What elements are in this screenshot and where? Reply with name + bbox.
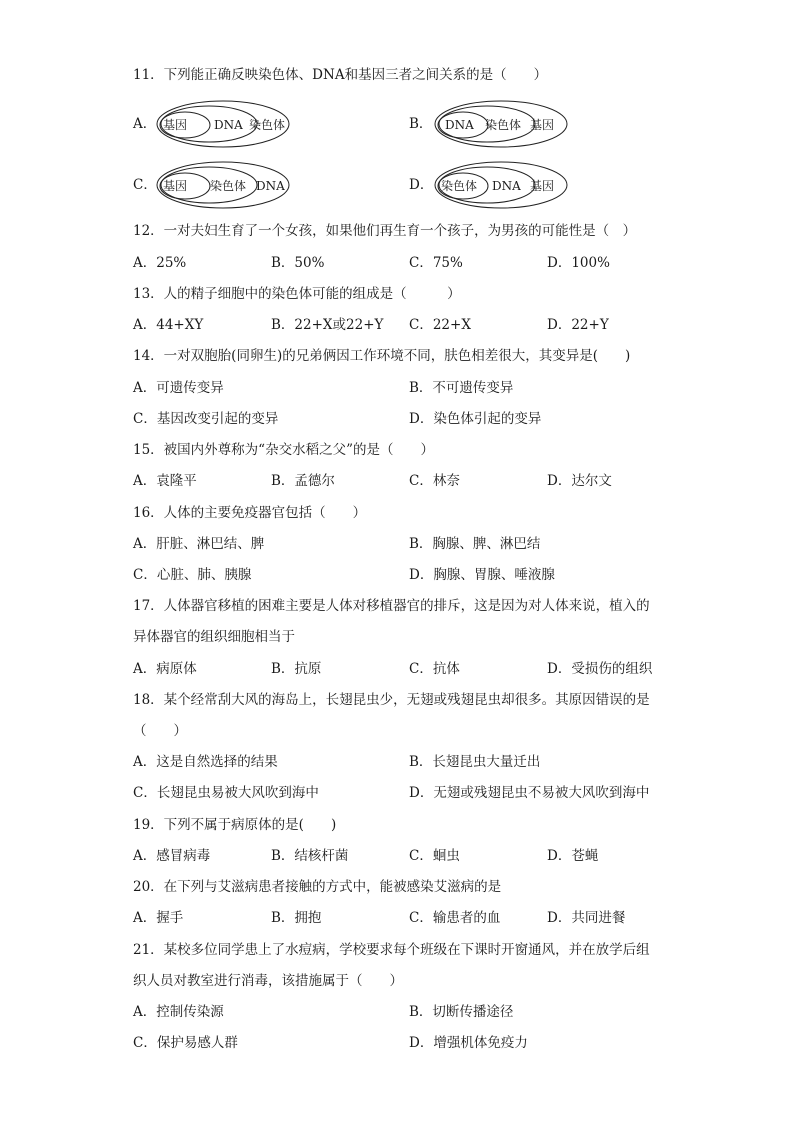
q11-option-d-letter: D． (409, 177, 434, 193)
q11-b-middle: 染色体 (485, 118, 522, 132)
q11-venn-a (155, 98, 295, 150)
q14-option-b: B．不可遗传变异 (409, 380, 514, 396)
question-18-stem-cont: （ ） (133, 723, 187, 739)
q17-option-b: B．抗原 (271, 661, 322, 677)
q16-option-b: B．胸腺、脾、淋巴结 (409, 536, 541, 552)
q12-option-b: B．50% (271, 255, 325, 271)
q13-option-d: D．22+Y (547, 317, 609, 333)
q20-option-a: A．握手 (133, 910, 184, 926)
q19-option-d: D．苍蝇 (547, 848, 599, 864)
q11-c-middle: 染色体 (210, 179, 247, 193)
q20-option-b: B．拥抱 (271, 910, 322, 926)
q18-option-b: B．长翅昆虫大量迁出 (409, 754, 541, 770)
q15-option-d: D．达尔文 (547, 473, 612, 489)
question-12-stem: 12．一对夫妇生育了一个女孩，如果他们再生育一个孩子，为男孩的可能性是（ ） (133, 223, 637, 239)
q13-option-b: B．22+X或22+Y (271, 317, 384, 333)
q13-option-a: A．44+XY (133, 317, 204, 333)
question-14-stem: 14．一对双胞胎(同卵生)的兄弟俩因工作环境不同，肤色相差很大，其变异是( ) (133, 348, 631, 364)
q17-option-c: C．抗体 (409, 661, 460, 677)
question-11-stem: 11．下列能正确反映染色体、DNA和基因三者之间关系的是（ ） (133, 67, 548, 83)
q16-option-c: C．心脏、肺、胰腺 (133, 567, 252, 583)
q11-c-inner: 基因 (163, 179, 188, 193)
q18-option-d: D．无翅或残翅昆虫不易被大风吹到海中 (409, 785, 650, 801)
q11-a-outer: 染色体 (249, 118, 286, 132)
q12-option-a: A．25% (133, 255, 187, 271)
q11-venn-c (155, 159, 295, 211)
q11-option-a-letter: A． (133, 116, 157, 132)
q18-option-a: A．这是自然选择的结果 (133, 754, 278, 770)
q11-option-b-letter: B． (409, 116, 433, 132)
q20-option-c: C．输患者的血 (409, 910, 501, 926)
q11-a-inner: 基因 (163, 118, 188, 132)
q19-option-c: C．蛔虫 (409, 848, 460, 864)
q11-b-outer: 基因 (530, 118, 555, 132)
question-17-stem-cont: 异体器官的组织细胞相当于 (133, 629, 295, 645)
q21-option-d: D．增强机体免疫力 (409, 1035, 528, 1051)
q17-option-a: A．病原体 (133, 661, 197, 677)
question-13-stem: 13．人的精子细胞中的染色体可能的组成是（ ） (133, 286, 461, 302)
q12-option-c: C．75% (409, 255, 463, 271)
q16-option-d: D．胸腺、胃腺、唾液腺 (409, 567, 555, 583)
q11-b-inner: DNA (445, 118, 474, 132)
q11-a-middle: DNA (214, 118, 243, 132)
q11-c-outer: DNA (256, 179, 285, 193)
q14-option-c: C．基因改变引起的变异 (133, 411, 279, 427)
q14-option-d: D．染色体引起的变异 (409, 411, 542, 427)
q19-option-a: A．感冒病毒 (133, 848, 211, 864)
q11-option-c-letter: C． (133, 177, 157, 193)
q21-option-c: C．保护易感人群 (133, 1035, 238, 1051)
q11-d-outer: 基因 (530, 179, 555, 193)
q17-option-d: D．受损伤的组织 (547, 661, 653, 677)
q21-option-a: A．控制传染源 (133, 1004, 224, 1020)
q19-option-b: B．结核杆菌 (271, 848, 349, 864)
question-16-stem: 16．人体的主要免疫器官包括（ ） (133, 505, 367, 521)
q15-option-b: B．孟德尔 (271, 473, 335, 489)
q13-option-c: C．22+X (409, 317, 471, 333)
q14-option-a: A．可遗传变异 (133, 380, 224, 396)
question-15-stem: 15．被国内外尊称为“杂交水稻之父”的是（ ） (133, 442, 434, 458)
q18-option-c: C．长翅昆虫易被大风吹到海中 (133, 785, 319, 801)
q15-option-c: C．林奈 (409, 473, 460, 489)
q12-option-d: D．100% (547, 255, 610, 271)
q11-d-middle: DNA (492, 179, 521, 193)
question-19-stem: 19．下列不属于病原体的是( ) (133, 817, 337, 833)
q15-option-a: A．袁隆平 (133, 473, 197, 489)
q16-option-a: A．肝脏、淋巴结、脾 (133, 536, 265, 552)
q11-venn-b (433, 98, 573, 150)
q20-option-d: D．共同进餐 (547, 910, 626, 926)
question-17-stem: 17．人体器官移植的困难主要是人体对移植器官的排斥，这是因为对人体来说，植入的 (133, 598, 650, 614)
q11-d-inner: 染色体 (441, 179, 478, 193)
question-21-stem: 21．某校多位同学患上了水痘病，学校要求每个班级在下课时开窗通风，并在放学后组 (133, 942, 650, 958)
q21-option-b: B．切断传播途径 (409, 1004, 514, 1020)
question-18-stem: 18．某个经常刮大风的海岛上，长翅昆虫少，无翅或残翅昆虫却很多。其原因错误的是 (133, 692, 650, 708)
question-21-stem-cont: 织人员对教室进行消毒，该措施属于（ ） (133, 973, 403, 989)
question-20-stem: 20．在下列与艾滋病患者接触的方式中，能被感染艾滋病的是 (133, 879, 502, 895)
q11-venn-d (433, 159, 573, 211)
